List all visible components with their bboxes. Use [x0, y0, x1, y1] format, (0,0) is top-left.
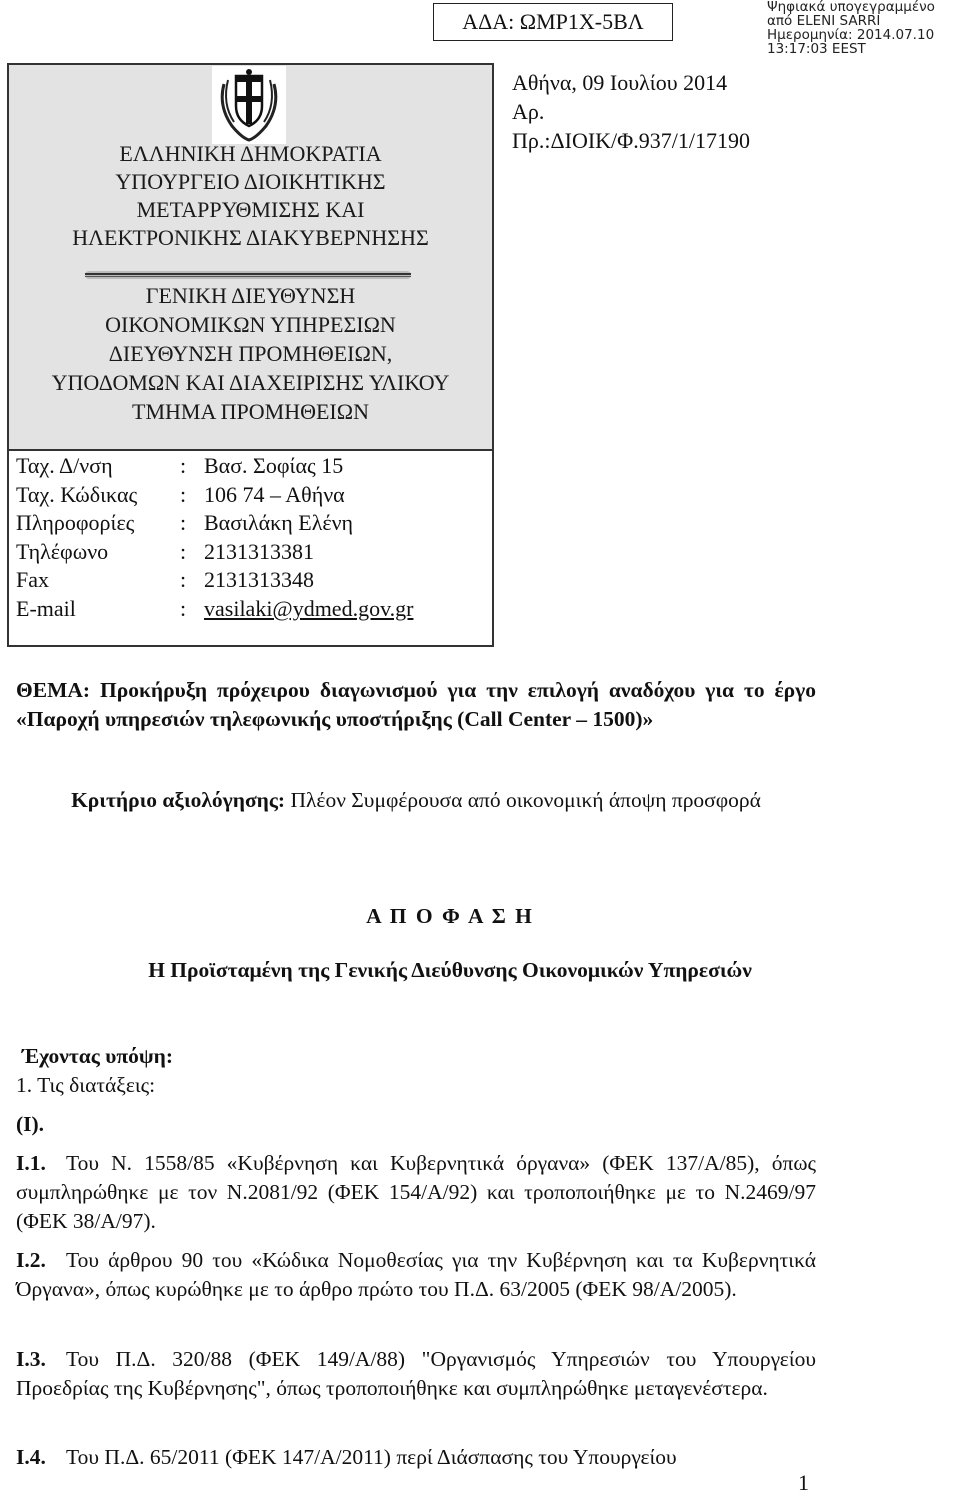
separator: : — [180, 453, 187, 478]
header-line-1: ΕΛΛΗΝΙΚΗ ΔΗΜΟΚΡΑΤΙΑ — [119, 141, 382, 166]
signature-line-1: Ψηφιακά υπογεγραμμένο — [767, 0, 935, 15]
header-line-2: ΥΠΟΥΡΓΕΙΟ ΔΙΟΙΚΗΤΙΚΗΣ — [115, 169, 386, 194]
item-text: Του Π.Δ. 320/88 (ΦΕΚ 149/Α/88) "Οργανισμός Υπηρεσιών του Υπουργείου Προεδρίας της Κυβέρνησης", όπως τροποποιήθηκε και συμπληρώθηκε μεταγενέστερα. — [16, 1347, 816, 1400]
info-label: Πληροφορίες — [16, 510, 135, 536]
subject-paragraph — [16, 676, 816, 734]
decision-title: Α Π Ο Φ Α Σ Η — [366, 904, 534, 928]
criteria-label: Κριτήριο αξιολόγησης: — [71, 788, 286, 812]
header-line-3: ΜΕΤΑΡΡΥΘΜΙΣΗΣ ΚΑΙ — [136, 197, 365, 222]
item-text: Του άρθρου 90 του «Κώδικα Νομοθεσίας για την Κυβέρνηση και τα Κυβερνητικά Όργανα», όπως κυρώθηκε με το άρθρο πρώτο του Π.Δ. 63/2005 (ΦΕΚ 98/Α/2005). — [16, 1248, 816, 1301]
place-date: Αθήνα, 09 Ιουλίου 2014 — [512, 70, 728, 95]
contact-row-address — [16, 452, 413, 481]
list-item — [16, 1443, 816, 1472]
ada-box — [433, 3, 673, 41]
contact-row-email — [16, 595, 413, 624]
item-text: Του Ν. 1558/85 «Κυβέρνηση και Κυβερνητικά όργανα» (ΦΕΚ 137/Α/85), όπως συμπληρώθηκε με τον Ν.2081/92 (ΦΕΚ 154/Α/92) και τροποποιήθηκε με το Ν.2469/97 (ΦΕΚ 38/Α/97). — [16, 1151, 816, 1233]
phone-value: 2131313381 — [204, 538, 314, 564]
address-label: Ταχ. Δ/νση — [16, 453, 113, 478]
postal-value: 106 74 – Αθήνα — [204, 481, 345, 507]
ada-code: ΑΔΑ: ΩΜΡ1Χ-5ΒΛ — [462, 9, 644, 34]
protocol-number: Πρ.:ΔΙΟΙΚ/Φ.937/1/17190 — [512, 128, 750, 153]
header-line-4: ΗΛΕΚΤΡΟΝΙΚΗΣ ΔΙΑΚΥΒΕΡΝΗΣΗΣ — [72, 225, 429, 250]
criteria-text: Πλέον Συμφέρουσα από οικονομική άποψη προσφορά — [290, 788, 761, 812]
decorative-rule — [85, 271, 411, 279]
separator: : — [180, 538, 187, 564]
date-block — [512, 68, 750, 155]
item-number: Ι.2. — [16, 1248, 46, 1272]
item-number: Ι.3. — [16, 1347, 46, 1371]
contact-row-info — [16, 509, 413, 538]
signature-line-2: από ELENI SARRI — [767, 13, 881, 29]
considering-heading — [22, 1042, 822, 1071]
list-item — [16, 1345, 816, 1403]
item-text: Του Π.Δ. 65/2011 (ΦΕΚ 147/Α/2011) περί Διάσπασης του Υπουργείου — [66, 1445, 677, 1469]
section-roman-text: (Ι). — [16, 1112, 45, 1136]
info-value: Βασιλάκη Ελένη — [204, 510, 354, 536]
contact-row-fax — [16, 566, 413, 595]
separator: : — [180, 567, 187, 593]
directorate-line-5: ΤΜΗΜΑ ΠΡΟΜΗΘΕΙΩΝ — [132, 399, 369, 424]
list-item — [16, 1149, 816, 1236]
digital-signature — [767, 0, 960, 56]
subject-label: ΘΕΜΑ: — [16, 678, 91, 702]
contact-details — [16, 452, 413, 624]
head-title: Η Προϊσταμένη της Γενικής Διεύθυνσης Οικονομικών Υπηρεσιών — [148, 958, 752, 982]
list-item — [16, 1246, 816, 1304]
directorate-line-2: ΟΙΚΟΝΟΜΙΚΩΝ ΥΠΗΡΕΣΙΩΝ — [105, 312, 396, 337]
ar-label: Αρ. — [512, 99, 545, 124]
email-link[interactable]: vasilaki@ydmed.gov.gr — [204, 595, 414, 621]
greek-emblem-icon — [212, 66, 286, 144]
contact-row-postal — [16, 481, 413, 510]
directorate-line-3: ΔΙΕΥΘΥΝΣΗ ΠΡΟΜΗΘΕΙΩΝ, — [108, 341, 393, 366]
item-number: Ι.4. — [16, 1445, 46, 1469]
address-value: Βασ. Σοφίας 15 — [204, 453, 344, 478]
separator: : — [180, 510, 187, 536]
signature-line-4: 13:17:03 EEST — [767, 41, 866, 57]
ministry-header — [7, 140, 494, 252]
separator: : — [180, 481, 187, 507]
criteria-paragraph — [66, 786, 766, 815]
directorate-line-4: ΥΠΟΔΟΜΩΝ ΚΑΙ ΔΙΑΧΕΙΡΙΣΗΣ ΥΛΙΚΟΥ — [51, 370, 450, 395]
item-number: Ι.1. — [16, 1151, 46, 1175]
contact-row-phone — [16, 538, 413, 567]
directorate-line-1: ΓΕΝΙΚΗ ΔΙΕΥΘΥΝΣΗ — [145, 283, 356, 308]
fax-label: Fax — [16, 567, 49, 593]
considering-text: Έχοντας υπόψη: — [22, 1044, 174, 1068]
postal-label: Ταχ. Κώδικας — [16, 481, 138, 507]
provisions-heading: 1. Τις διατάξεις: — [16, 1073, 156, 1097]
signature-line-3: Ημερομηνία: 2014.07.10 — [767, 27, 935, 43]
separator: : — [180, 595, 187, 621]
subject-text: Προκήρυξη πρόχειρου διαγωνισμού για την επιλογή αναδόχου για το έργο «Παροχή υπηρεσιών τηλεφωνικής υποστήριξης (Call Center – 1500)» — [16, 678, 816, 731]
section-roman — [16, 1110, 816, 1139]
email-label: E-mail — [16, 595, 76, 621]
directorate-header — [7, 281, 494, 426]
fax-value: 2131313348 — [204, 567, 314, 593]
phone-label: Τηλέφωνο — [16, 538, 109, 564]
page-number: 1 — [798, 1470, 809, 1495]
